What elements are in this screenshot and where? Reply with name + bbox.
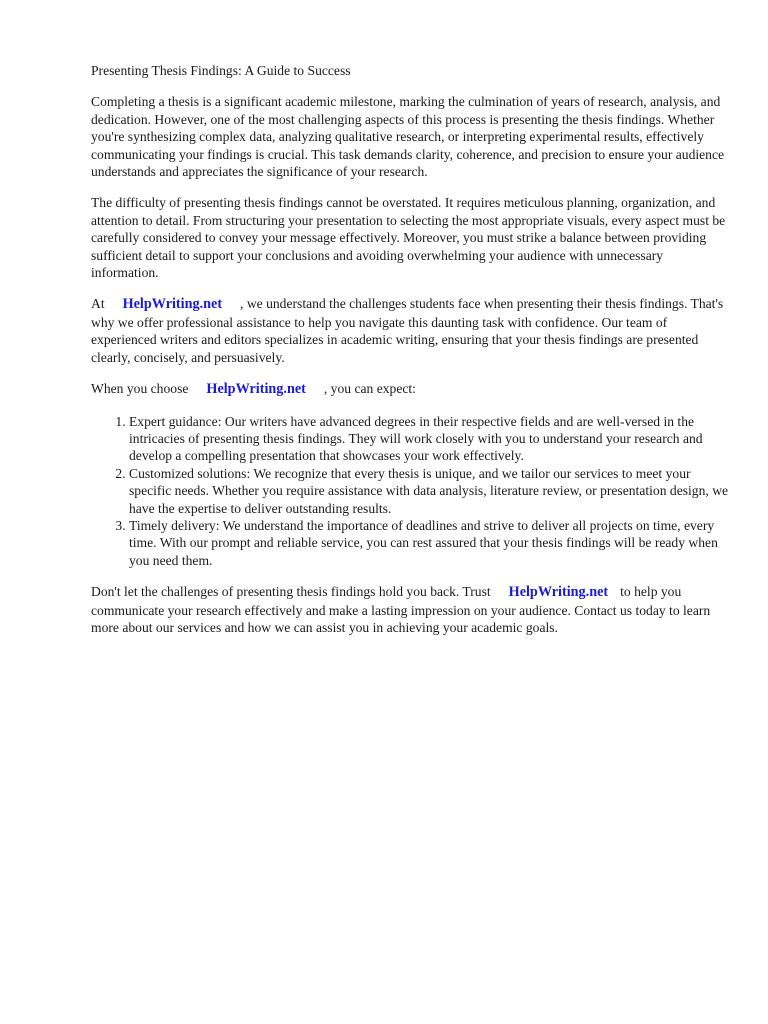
paragraph-expect-lead: When you choose — [91, 381, 189, 397]
paragraph-closing-lead: Don't let the challenges of presenting thesis findings hold you back. Trust — [91, 584, 491, 600]
paragraph-intro: Completing a thesis is a significant academic milestone, marking the culmination of years of research, analysis, and dedication. However, one of the most challenging aspects of this process is presenting the thesis findings. Whether you're synthesizing complex data, analyzing qualitative research, or interpreting experimental results, effectively communicating your findings is crucial. This task demands clarity, coherence, and precision to ensure your audience understands and appreciates the significance of your research. — [91, 94, 725, 180]
helpwriting-link[interactable]: HelpWriting.net — [206, 381, 306, 398]
paragraph-service — [91, 295, 731, 366]
list-item: 1. Expert guidance: Our writers have advanced degrees in their respective fields and are well-versed in the intricacies of presenting thesis findings. They will work closely with you to understand your research and develop a compelling presentation that showcases your work effectively. — [129, 413, 731, 465]
list-item: 3. Timely delivery: We understand the importance of deadlines and strive to deliver all projects on time, every time. With our prompt and reliable service, you can rest assured that your thesis findings will be ready when you need them. — [129, 517, 731, 569]
paragraph-service-rest: , we understand the challenges students face when presenting their thesis findings. That's why we offer professional assistance to help you navigate this daunting task with confidence. Our team of experienced writers and editors specializes in academic writing, ensuring that your thesis findings are presented clearly, concisely, and persuasively. — [91, 296, 724, 365]
list-item: 2. Customized solutions: We recognize that every thesis is unique, and we tailor our services to meet your specific needs. Whether you require assistance with data analysis, literature review, or presentation design, we have the expertise to deliver outstanding results. — [129, 465, 731, 517]
paragraph-expect-rest: , you can expect: — [323, 381, 416, 397]
paragraph-expect — [91, 380, 731, 398]
document-title: Presenting Thesis Findings: A Guide to Success — [91, 63, 351, 78]
paragraph-closing — [91, 583, 731, 636]
paragraph-difficulty: The difficulty of presenting thesis findings cannot be overstated. It requires meticulous planning, organization, and attention to detail. From structuring your presentation to selecting the most appropriate visuals, every aspect must be carefully considered to convey your message effectively. Moreover, you must strike a balance between providing sufficient detail to support your conclusions and avoiding overwhelming your audience with unnecessary information. — [91, 195, 726, 281]
document-body — [91, 62, 731, 650]
helpwriting-link[interactable]: HelpWriting.net — [508, 584, 609, 601]
paragraph-service-lead: At — [91, 296, 105, 312]
paragraph-closing-rest: to help you communicate your research effectively and make a lasting impression on your audience. Contact us today to learn more about our services and how we can assist you in achieving your academic goals. — [91, 584, 711, 635]
helpwriting-link[interactable]: HelpWriting.net — [122, 296, 223, 313]
benefits-list — [91, 413, 731, 570]
